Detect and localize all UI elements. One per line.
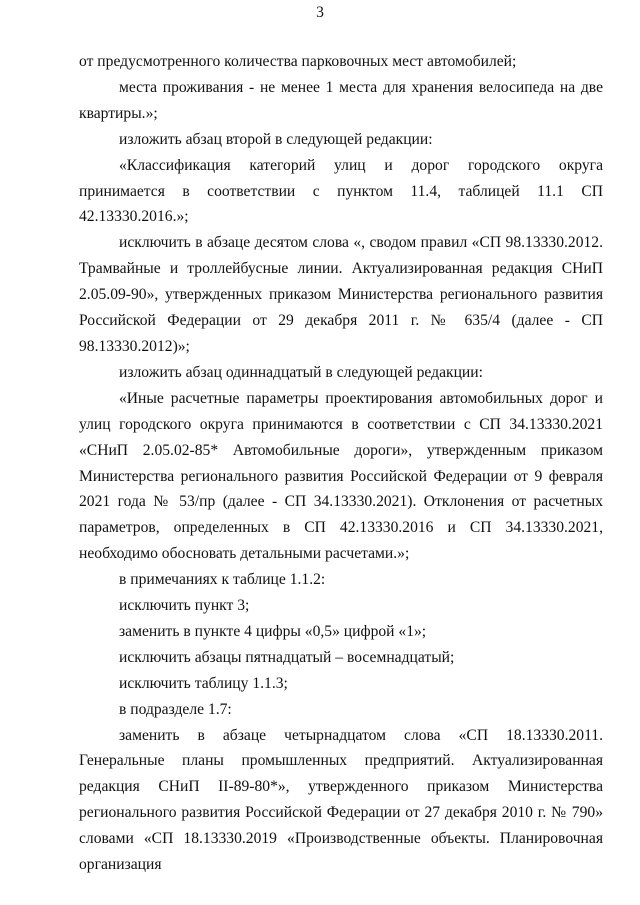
paragraph-exclude-table: исключить таблицу 1.1.3;: [119, 674, 288, 692]
paragraph-exclude-item-3: исключить пункт 3;: [119, 597, 250, 615]
paragraph-replace-digits: заменить в пункте 4 цифры «0,5» цифрой «1»;: [119, 622, 427, 640]
paragraph-exclude-paragraphs: исключить абзацы пятнадцатый – восемнадцатый;: [119, 648, 455, 666]
page-number: 3: [316, 4, 324, 21]
document-body: [79, 49, 603, 878]
paragraph-bicycle-storage: места проживания - не менее 1 места для хранения велосипеда на две квартиры.»;: [79, 78, 603, 122]
paragraph-parking-continuation: от предусмотренного количества парковочных мест автомобилей;: [79, 53, 517, 70]
paragraph-amend-eleventh: изложить абзац одиннадцатый в следующей редакции:: [119, 363, 483, 381]
paragraph-replace-fourteenth: заменить в абзаце четырнадцатом слова «СП 18.13330.2011. Генеральные планы промышленных предприятий. Актуализированная редакция СНиП II-89-80*», утвержденного приказом Министерства регионального развития Российской Федерации от 27 декабря 2010 г. № 790» словами «СП 18.13330.2019 «Производственные объекты. Планировочная организация: [79, 726, 603, 874]
paragraph-table-notes: в примечаниях к таблице 1.1.2:: [119, 571, 326, 589]
paragraph-street-classification: «Классификация категорий улиц и дорог городского округа принимается в соответствии с пунктом 11.4, таблицей 11.1 СП 42.13330.2016.»;: [79, 156, 603, 226]
paragraph-design-parameters: «Иные расчетные параметры проектирования автомобильных дорог и улиц городского округа принимаются в соответствии с СП 34.13330.2021 «СНиП 2.05.02-85* Автомобильные дороги», утвержденным приказом Министерства регионального развития Российской Федерации от 9 февраля 2021 года № 53/пр (далее - СП 34.13330.2021). Отклонения от расчетных параметров, определенных в СП 42.13330.2016 и СП 34.13330.2021, необходимо обосновать детальными расчетами.»;: [79, 389, 603, 563]
paragraph-exclude-tenth: исключить в абзаце десятом слова «, сводом правил «СП 98.13330.2012. Трамвайные и троллейбусные линии. Актуализированная редакция СНиП 2.05.09-90», утвержденных приказом Министерства регионального развития Российской Федерации от 29 декабря 2011 г. № 635/4 (далее - СП 98.13330.2012)»;: [79, 234, 603, 355]
paragraph-amend-second: изложить абзац второй в следующей редакции:: [119, 130, 433, 148]
paragraph-subsection: в подразделе 1.7:: [119, 700, 232, 718]
